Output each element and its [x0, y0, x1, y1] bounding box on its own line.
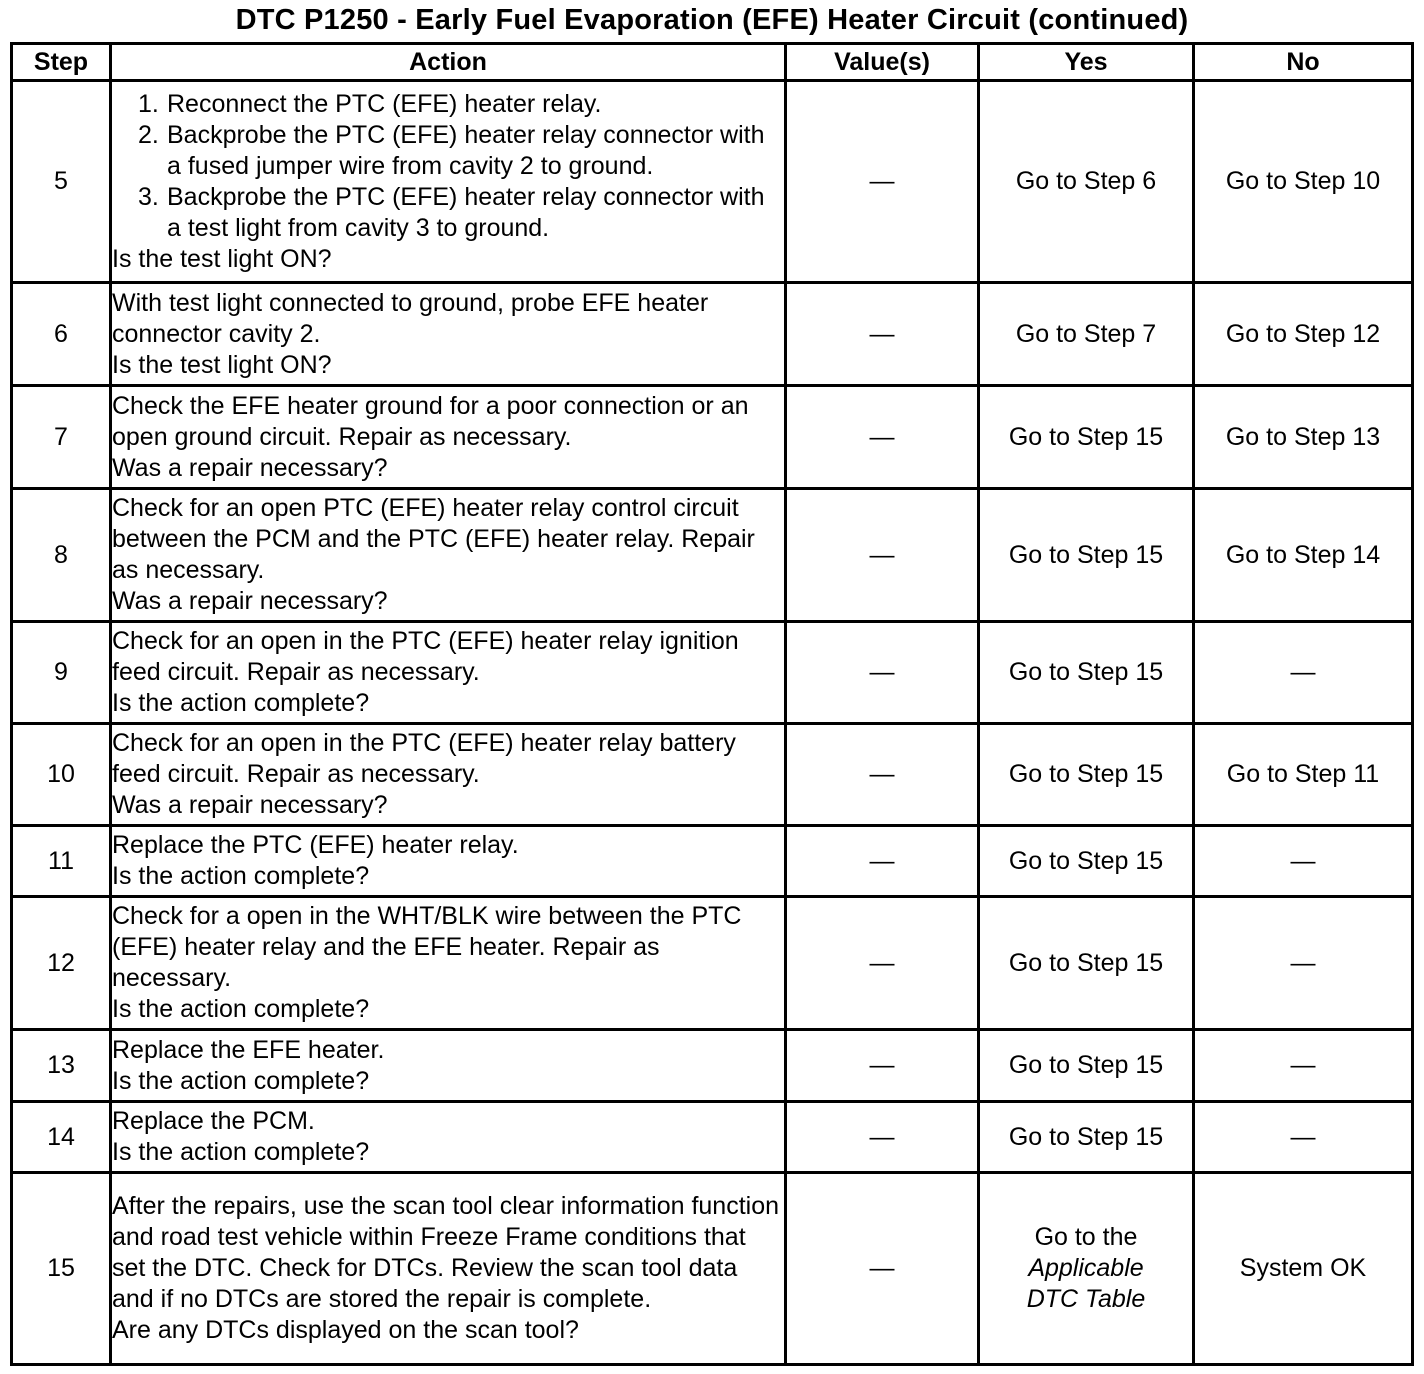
action-question: Is the action complete? — [112, 862, 370, 890]
table-row — [12, 489, 1413, 622]
action-cell — [111, 622, 786, 724]
substep-item — [138, 120, 784, 182]
no-cell: Go to Step 13 — [1194, 386, 1413, 489]
yes-cell: Go to Step 6 — [979, 81, 1194, 283]
action-question: Are any DTCs displayed on the scan tool? — [112, 1316, 579, 1344]
action-cell — [111, 724, 786, 826]
yes-cell: Go to Step 15 — [979, 386, 1194, 489]
action-question: Is the action complete? — [112, 689, 370, 717]
no-cell: — — [1194, 826, 1413, 897]
table-row — [12, 724, 1413, 826]
action-question: Was a repair necessary? — [112, 453, 388, 482]
substep-item — [138, 89, 784, 120]
diagnostic-table — [10, 42, 1414, 1366]
step-number: 11 — [12, 826, 111, 897]
yes-cell: Go to Step 15 — [979, 897, 1194, 1030]
yes-cell — [979, 1173, 1194, 1365]
table-row — [12, 826, 1413, 897]
yes-cell: Go to Step 15 — [979, 1102, 1194, 1173]
action-text: After the repairs, use the scan tool clear information function and road test vehicle within Freeze Frame conditions that set the DTC. Check for DTCs. Review the scan tool data and if no DTCs are stored the repair is complete. — [112, 1192, 780, 1313]
no-cell: — — [1194, 1030, 1413, 1102]
action-question: Was a repair necessary? — [112, 791, 388, 819]
action-cell — [111, 1030, 786, 1102]
value-cell: — — [786, 489, 979, 622]
action-cell — [111, 826, 786, 897]
table-row — [12, 1102, 1413, 1173]
step-number: 13 — [12, 1030, 111, 1102]
action-cell — [111, 489, 786, 622]
step-number: 7 — [12, 386, 111, 489]
substep-number: 2. — [138, 120, 159, 149]
action-text: Replace the PTC (EFE) heater relay. — [112, 831, 519, 859]
value-cell: — — [786, 1030, 979, 1102]
action-question: Is the test light ON? — [112, 244, 332, 273]
action-question: Is the action complete? — [112, 1066, 370, 1095]
step-number: 5 — [12, 81, 111, 283]
no-cell: System OK — [1194, 1173, 1413, 1365]
step-number: 9 — [12, 622, 111, 724]
action-cell — [111, 1173, 786, 1365]
value-cell: — — [786, 622, 979, 724]
table-row — [12, 386, 1413, 489]
header-step: Step — [12, 44, 111, 81]
yes-cell: Go to Step 15 — [979, 1030, 1194, 1102]
no-cell: — — [1194, 622, 1413, 724]
action-text: Check for an open in the PTC (EFE) heater relay battery feed circuit. Repair as necessary. — [112, 729, 736, 788]
substep-list — [112, 89, 784, 244]
action-cell — [111, 81, 786, 283]
step-number: 14 — [12, 1102, 111, 1173]
action-cell — [111, 283, 786, 386]
action-text: Replace the EFE heater. — [112, 1035, 385, 1064]
no-cell: — — [1194, 1102, 1413, 1173]
action-text: Replace the PCM. — [112, 1107, 315, 1135]
header-values: Value(s) — [786, 44, 979, 81]
action-question: Is the action complete? — [112, 1138, 370, 1166]
no-cell: Go to Step 12 — [1194, 283, 1413, 386]
action-question: Is the test light ON? — [112, 350, 332, 379]
no-cell: Go to Step 11 — [1194, 724, 1413, 826]
action-text: Check for an open in the PTC (EFE) heater relay ignition feed circuit. Repair as necessary. — [112, 627, 739, 686]
step-number: 12 — [12, 897, 111, 1030]
substep-text: Backprobe the PTC (EFE) heater relay connector with a fused jumper wire from cavity 2 to ground. — [167, 120, 765, 180]
yes-line: Applicable — [1028, 1254, 1144, 1282]
yes-cell: Go to Step 15 — [979, 826, 1194, 897]
value-cell: — — [786, 1102, 979, 1173]
no-cell: Go to Step 14 — [1194, 489, 1413, 622]
value-cell: — — [786, 897, 979, 1030]
action-cell — [111, 1102, 786, 1173]
yes-cell: Go to Step 15 — [979, 622, 1194, 724]
page-title: DTC P1250 - Early Fuel Evaporation (EFE) Heater Circuit (continued) — [235, 4, 1189, 36]
step-number: 15 — [12, 1173, 111, 1365]
table-row — [12, 1030, 1413, 1102]
value-cell: — — [786, 724, 979, 826]
step-number: 8 — [12, 489, 111, 622]
table-row — [12, 1173, 1413, 1365]
action-text: Check for a open in the WHT/BLK wire between the PTC (EFE) heater relay and the EFE heater. Repair as necessary. — [112, 902, 742, 992]
header-row — [12, 44, 1413, 81]
substep-number: 1. — [138, 89, 159, 118]
yes-line: Go to the — [1034, 1223, 1138, 1251]
yes-cell: Go to Step 15 — [979, 489, 1194, 622]
step-number: 10 — [12, 724, 111, 826]
substep-text: Reconnect the PTC (EFE) heater relay. — [167, 89, 602, 118]
action-text: Check for an open PTC (EFE) heater relay control circuit between the PCM and the PTC (EFE) heater relay. Repair as necessary. — [112, 494, 755, 584]
header-action: Action — [111, 44, 786, 81]
substep-item — [138, 182, 784, 244]
action-cell — [111, 897, 786, 1030]
header-no: No — [1194, 44, 1413, 81]
header-yes: Yes — [979, 44, 1194, 81]
action-cell — [111, 386, 786, 489]
action-question: Was a repair necessary? — [112, 587, 388, 615]
no-cell: Go to Step 10 — [1194, 81, 1413, 283]
no-cell: — — [1194, 897, 1413, 1030]
table-row — [12, 81, 1413, 283]
value-cell: — — [786, 386, 979, 489]
action-question: Is the action complete? — [112, 995, 370, 1023]
substep-text: Backprobe the PTC (EFE) heater relay connector with a test light from cavity 3 to ground. — [167, 182, 765, 242]
table-row — [12, 897, 1413, 1030]
action-text: Check the EFE heater ground for a poor connection or an open ground circuit. Repair as necessary. — [112, 391, 749, 451]
value-cell: — — [786, 283, 979, 386]
value-cell: — — [786, 826, 979, 897]
table-row — [12, 283, 1413, 386]
substep-number: 3. — [138, 182, 159, 211]
table-row — [12, 622, 1413, 724]
step-number: 6 — [12, 283, 111, 386]
action-text: With test light connected to ground, probe EFE heater connector cavity 2. — [112, 288, 709, 348]
yes-cell: Go to Step 15 — [979, 724, 1194, 826]
value-cell: — — [786, 1173, 979, 1365]
yes-line: DTC Table — [1026, 1285, 1146, 1313]
yes-cell: Go to Step 7 — [979, 283, 1194, 386]
value-cell: — — [786, 81, 979, 283]
